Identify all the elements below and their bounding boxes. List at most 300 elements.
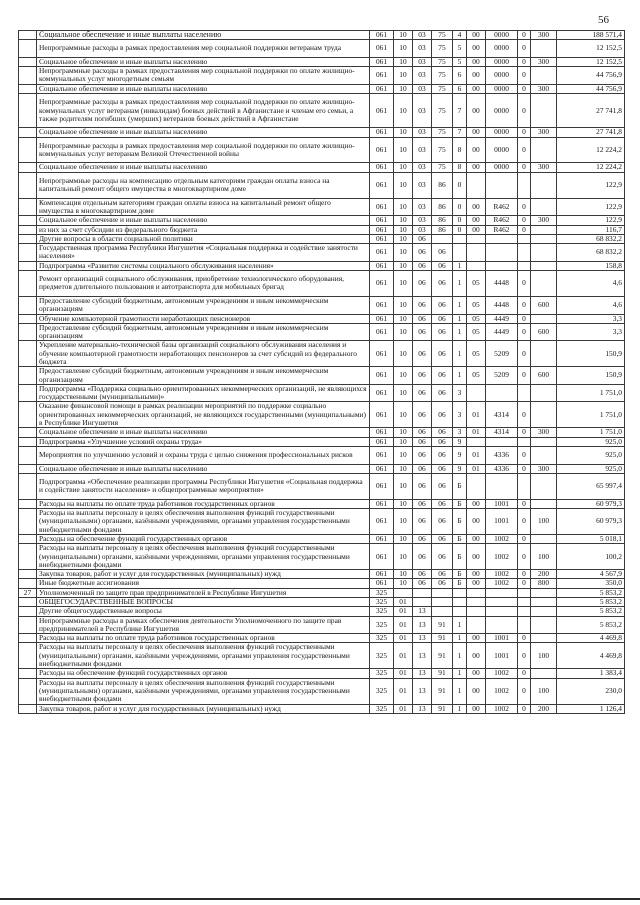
footer-rule: [0, 898, 640, 900]
code-measure: 00: [467, 137, 486, 163]
code-measure: 01: [467, 464, 486, 473]
code-extra: 0: [518, 57, 531, 66]
row-name: Закупка товаров, работ и услуг для государственных (муниципальных) нужд: [37, 704, 370, 713]
row-name: Расходы на выплаты по оплате труда работников государственных органов: [37, 634, 370, 643]
code-subsection: 06: [413, 234, 432, 243]
row-sum: 5 853,2: [557, 616, 625, 634]
code-program: [432, 234, 453, 243]
row-name: Непрограммные расходы в рамках предоставления мер социальной поддержки по оплате жилищно-коммунальных услуг ветеранам (инвалидам) боевых действий в Афганистане и членам его семьи, а также родителям погибших (умерших) ветеранов боевых действий в Афганистане: [37, 94, 370, 128]
row-sum: 60 979,3: [557, 499, 625, 508]
table-row: [19, 643, 625, 669]
row-number: [19, 323, 37, 341]
code-section: 10: [394, 464, 413, 473]
code-measure: 00: [467, 94, 486, 128]
code-ministry: 325: [370, 607, 394, 616]
row-sum: 27 741,8: [557, 128, 625, 137]
row-name: Предоставление субсидий бюджетным, автономным учреждениям и иным некоммерческим организациям: [37, 323, 370, 341]
code-measure: 00: [467, 634, 486, 643]
code-section: 10: [394, 428, 413, 437]
code-expense-type: [531, 314, 557, 323]
code-extra: 0: [518, 669, 531, 678]
code-direction: 0000: [486, 57, 518, 66]
row-number: [19, 499, 37, 508]
row-number: [19, 84, 37, 93]
code-program: 91: [432, 634, 453, 643]
row-sum: 925,0: [557, 446, 625, 464]
code-extra: 0: [518, 163, 531, 172]
code-expense-type: [531, 598, 557, 607]
table-row: [19, 367, 625, 385]
code-expense-type: 100: [531, 509, 557, 535]
code-subprogram: [453, 244, 467, 262]
code-measure: [467, 172, 486, 198]
row-number: [19, 94, 37, 128]
row-name: Расходы на выплаты персоналу в целях обеспечения выполнения функций государственными (муниципальными) органами, казёнными учреждениями, органами управления государственными внебюджетными фондами: [37, 643, 370, 669]
code-expense-type: 300: [531, 464, 557, 473]
code-subsection: 06: [413, 314, 432, 323]
table-row: [19, 428, 625, 437]
code-ministry: 061: [370, 216, 394, 225]
code-subsection: 06: [413, 464, 432, 473]
row-name: Расходы на выплаты по оплате труда работников государственных органов: [37, 499, 370, 508]
code-extra: 0: [518, 446, 531, 464]
code-subprogram: 0: [453, 172, 467, 198]
code-extra: 0: [518, 579, 531, 588]
table-row: [19, 607, 625, 616]
code-measure: 00: [467, 67, 486, 85]
code-ministry: 061: [370, 428, 394, 437]
code-section: 10: [394, 341, 413, 367]
row-number: [19, 57, 37, 66]
code-program: 06: [432, 367, 453, 385]
table-row: [19, 31, 625, 40]
code-ministry: 061: [370, 271, 394, 297]
row-name: Непрограммные расходы в рамках обеспечения деятельности Уполномоченного по защите прав предпринимателей в Республике Ингушетия: [37, 616, 370, 634]
code-extra: [518, 598, 531, 607]
row-name: Непрограммные расходы в рамках предоставления мер социальной поддержки по оплате жилищно-коммунальных услуг ветеранам Великой Отечественной войны: [37, 137, 370, 163]
row-sum: 5 853,2: [557, 598, 625, 607]
code-subsection: 03: [413, 137, 432, 163]
code-program: 06: [432, 499, 453, 508]
code-extra: 0: [518, 67, 531, 85]
table-row: [19, 172, 625, 198]
row-sum: 5 853,2: [557, 588, 625, 597]
row-number: [19, 473, 37, 499]
code-subprogram: 1: [453, 643, 467, 669]
row-name: Оказание финансовой помощи в рамках реализации мероприятий по поддержке социально ориентированных некоммерческих организаций, не являющихся государственными (муниципальными) в Республике Ингушетия: [37, 402, 370, 428]
code-subsection: [413, 588, 432, 597]
code-extra: 0: [518, 464, 531, 473]
row-number: [19, 216, 37, 225]
code-direction: 5209: [486, 367, 518, 385]
code-program: 06: [432, 509, 453, 535]
code-subsection: 03: [413, 67, 432, 85]
code-subprogram: 0: [453, 225, 467, 234]
code-extra: 0: [518, 341, 531, 367]
code-subsection: 03: [413, 225, 432, 234]
code-measure: 00: [467, 643, 486, 669]
code-expense-type: 300: [531, 163, 557, 172]
code-extra: 0: [518, 296, 531, 314]
code-subsection: 03: [413, 31, 432, 40]
code-expense-type: 200: [531, 570, 557, 579]
code-expense-type: [531, 588, 557, 597]
code-extra: 0: [518, 198, 531, 216]
row-name: Социальное обеспечение и иные выплаты населению: [37, 128, 370, 137]
code-extra: 0: [518, 570, 531, 579]
code-ministry: 061: [370, 67, 394, 85]
code-subsection: 06: [413, 473, 432, 499]
code-direction: [486, 473, 518, 499]
code-expense-type: [531, 607, 557, 616]
table-row: [19, 704, 625, 713]
row-number: [19, 271, 37, 297]
row-sum: 1 383,4: [557, 669, 625, 678]
code-direction: [486, 234, 518, 243]
code-program: 75: [432, 128, 453, 137]
code-measure: 00: [467, 704, 486, 713]
table-row: [19, 323, 625, 341]
row-number: [19, 544, 37, 570]
code-subprogram: 8: [453, 137, 467, 163]
code-ministry: 061: [370, 579, 394, 588]
row-sum: 122,9: [557, 198, 625, 216]
code-section: 10: [394, 234, 413, 243]
code-ministry: 325: [370, 616, 394, 634]
code-measure: 00: [467, 544, 486, 570]
code-expense-type: [531, 172, 557, 198]
row-number: [19, 31, 37, 40]
code-subprogram: [453, 598, 467, 607]
code-section: 01: [394, 634, 413, 643]
row-sum: 122,9: [557, 216, 625, 225]
row-name: Социальное обеспечение и иные выплаты населению: [37, 163, 370, 172]
code-subsection: 06: [413, 534, 432, 543]
code-extra: [518, 234, 531, 243]
table-row: [19, 225, 625, 234]
code-extra: 0: [518, 314, 531, 323]
code-measure: 00: [467, 579, 486, 588]
code-expense-type: 300: [531, 428, 557, 437]
table-row: [19, 570, 625, 579]
code-ministry: 061: [370, 84, 394, 93]
row-number: [19, 225, 37, 234]
row-number: [19, 163, 37, 172]
row-number: [19, 579, 37, 588]
code-measure: 05: [467, 314, 486, 323]
table-row: [19, 128, 625, 137]
row-sum: 12 224,2: [557, 163, 625, 172]
code-expense-type: [531, 669, 557, 678]
table-row: [19, 67, 625, 85]
code-section: 10: [394, 261, 413, 270]
code-measure: [467, 598, 486, 607]
row-number: [19, 261, 37, 270]
code-ministry: 061: [370, 137, 394, 163]
code-section: 01: [394, 643, 413, 669]
code-ministry: 061: [370, 234, 394, 243]
code-expense-type: [531, 271, 557, 297]
code-expense-type: 600: [531, 323, 557, 341]
row-name: Расходы на обеспечение функций государственных органов: [37, 669, 370, 678]
row-sum: 350,0: [557, 579, 625, 588]
code-subprogram: 3: [453, 402, 467, 428]
code-extra: 0: [518, 323, 531, 341]
table-row: [19, 271, 625, 297]
code-ministry: 061: [370, 544, 394, 570]
code-section: 10: [394, 163, 413, 172]
code-measure: 05: [467, 341, 486, 367]
code-measure: [467, 261, 486, 270]
row-number: [19, 643, 37, 669]
code-measure: 00: [467, 84, 486, 93]
code-program: [432, 588, 453, 597]
table-row: [19, 384, 625, 402]
row-number: [19, 570, 37, 579]
row-name: Закупка товаров, работ и услуг для государственных (муниципальных) нужд: [37, 570, 370, 579]
row-number: [19, 428, 37, 437]
code-direction: 5209: [486, 341, 518, 367]
code-subsection: 03: [413, 84, 432, 93]
row-sum: 60 979,3: [557, 509, 625, 535]
code-ministry: 061: [370, 296, 394, 314]
code-section: 10: [394, 67, 413, 85]
code-extra: 0: [518, 509, 531, 535]
row-number: [19, 314, 37, 323]
code-program: 06: [432, 271, 453, 297]
row-number: [19, 234, 37, 243]
row-number: [19, 367, 37, 385]
code-expense-type: 300: [531, 84, 557, 93]
code-measure: 00: [467, 31, 486, 40]
code-extra: [518, 607, 531, 616]
code-program: 91: [432, 616, 453, 634]
code-ministry: 061: [370, 499, 394, 508]
code-subsection: 13: [413, 669, 432, 678]
code-program: 86: [432, 225, 453, 234]
code-program: 86: [432, 198, 453, 216]
code-direction: 1001: [486, 634, 518, 643]
code-subsection: 06: [413, 244, 432, 262]
code-subprogram: 1: [453, 704, 467, 713]
code-ministry: 061: [370, 473, 394, 499]
table-row: [19, 499, 625, 508]
table-row: [19, 634, 625, 643]
code-direction: 4448: [486, 271, 518, 297]
table-row: [19, 598, 625, 607]
code-direction: 4314: [486, 428, 518, 437]
table-row: [19, 616, 625, 634]
code-extra: 0: [518, 704, 531, 713]
code-direction: [486, 607, 518, 616]
code-expense-type: [531, 473, 557, 499]
code-ministry: 061: [370, 261, 394, 270]
row-name: Уполномоченный по защите прав предпринимателей в Республике Ингушетия: [37, 588, 370, 597]
code-ministry: 061: [370, 225, 394, 234]
code-section: 10: [394, 544, 413, 570]
code-program: 75: [432, 137, 453, 163]
row-sum: 116,7: [557, 225, 625, 234]
code-subsection: 06: [413, 570, 432, 579]
table-row: [19, 544, 625, 570]
code-expense-type: [531, 446, 557, 464]
row-sum: 230,0: [557, 678, 625, 704]
row-number: [19, 534, 37, 543]
code-expense-type: 600: [531, 296, 557, 314]
code-measure: 00: [467, 198, 486, 216]
code-expense-type: 100: [531, 678, 557, 704]
row-sum: 150,9: [557, 341, 625, 367]
code-direction: R462: [486, 216, 518, 225]
code-program: 06: [432, 314, 453, 323]
code-expense-type: [531, 94, 557, 128]
code-ministry: 061: [370, 384, 394, 402]
row-name: Социальное обеспечение и иные выплаты населению: [37, 31, 370, 40]
row-name: Непрограммные расходы на компенсацию отдельным категориям граждан оплаты взноса на капитальный ремонт общего имущества в многоквартирном доме: [37, 172, 370, 198]
code-subsection: 13: [413, 678, 432, 704]
code-program: 06: [432, 402, 453, 428]
code-subprogram: 9: [453, 437, 467, 446]
row-name: из них за счет субсидии из федерального бюджета: [37, 225, 370, 234]
code-ministry: 061: [370, 172, 394, 198]
code-program: [432, 598, 453, 607]
row-name: Подпрограмма «Поддержка социально ориентированных некоммерческих организаций, не являющихся государственными (муниципальными)»: [37, 384, 370, 402]
code-section: 10: [394, 271, 413, 297]
row-number: [19, 446, 37, 464]
budget-table-body: [19, 31, 625, 714]
code-section: 10: [394, 244, 413, 262]
code-program: 91: [432, 678, 453, 704]
code-section: 10: [394, 367, 413, 385]
code-expense-type: [531, 616, 557, 634]
code-ministry: 325: [370, 588, 394, 597]
row-name: Предоставление субсидий бюджетным, автономным учреждениям и иным некоммерческим организациям: [37, 367, 370, 385]
table-row: [19, 588, 625, 597]
code-subprogram: [453, 234, 467, 243]
code-subsection: 06: [413, 261, 432, 270]
code-subsection: 06: [413, 428, 432, 437]
code-program: 06: [432, 244, 453, 262]
code-direction: 1002: [486, 544, 518, 570]
row-number: [19, 40, 37, 58]
row-name: Государственная программа Республики Ингушетия «Социальная поддержка и содействие занятости населения»: [37, 244, 370, 262]
code-ministry: 325: [370, 634, 394, 643]
row-name: Другие общегосударственные вопросы: [37, 607, 370, 616]
code-expense-type: [531, 402, 557, 428]
code-extra: 0: [518, 634, 531, 643]
row-sum: 3,3: [557, 323, 625, 341]
row-name: Другие вопросы в области социальной политики: [37, 234, 370, 243]
code-section: 10: [394, 437, 413, 446]
code-section: 01: [394, 607, 413, 616]
row-sum: 65 997,4: [557, 473, 625, 499]
row-name: Компенсация отдельным категориям граждан оплаты взноса на капитальный ремонт общего имущества в многоквартирном доме: [37, 198, 370, 216]
code-extra: 0: [518, 137, 531, 163]
code-measure: 00: [467, 499, 486, 508]
table-row: [19, 534, 625, 543]
code-section: 10: [394, 31, 413, 40]
code-ministry: 061: [370, 341, 394, 367]
code-direction: [486, 172, 518, 198]
code-measure: [467, 588, 486, 597]
code-section: [394, 588, 413, 597]
row-name: Мероприятия по улучшению условий и охраны труда с целью снижения профессиональных рисков: [37, 446, 370, 464]
code-ministry: 325: [370, 704, 394, 713]
code-measure: 00: [467, 509, 486, 535]
code-program: 75: [432, 94, 453, 128]
code-section: 01: [394, 616, 413, 634]
code-program: 06: [432, 579, 453, 588]
table-row: [19, 198, 625, 216]
code-ministry: 061: [370, 534, 394, 543]
code-subprogram: 1: [453, 669, 467, 678]
code-subprogram: 1: [453, 314, 467, 323]
table-row: [19, 216, 625, 225]
row-name: Социальное обеспечение и иные выплаты населению: [37, 57, 370, 66]
table-row: [19, 244, 625, 262]
table-row: [19, 437, 625, 446]
code-measure: [467, 384, 486, 402]
code-subprogram: 8: [453, 163, 467, 172]
code-ministry: 325: [370, 669, 394, 678]
code-section: 01: [394, 669, 413, 678]
code-subprogram: 1: [453, 367, 467, 385]
code-program: 06: [432, 534, 453, 543]
code-subsection: 06: [413, 579, 432, 588]
code-measure: 00: [467, 225, 486, 234]
code-subsection: 03: [413, 94, 432, 128]
row-sum: 12 152,5: [557, 40, 625, 58]
code-direction: [486, 261, 518, 270]
row-sum: 1 126,4: [557, 704, 625, 713]
code-subsection: 06: [413, 437, 432, 446]
row-number: [19, 678, 37, 704]
row-sum: 68 832,2: [557, 234, 625, 243]
code-expense-type: 800: [531, 579, 557, 588]
code-measure: 05: [467, 323, 486, 341]
code-direction: 1002: [486, 534, 518, 543]
code-section: 10: [394, 499, 413, 508]
code-measure: 01: [467, 402, 486, 428]
row-sum: 3,3: [557, 314, 625, 323]
row-sum: 44 756,9: [557, 84, 625, 93]
row-number: [19, 598, 37, 607]
table-row: [19, 296, 625, 314]
row-name: Ремонт организаций социального обслуживания, приобретение технологического оборудования, предметов длительного пользования и автотранспорта для мобильных бригад: [37, 271, 370, 297]
code-direction: 0000: [486, 128, 518, 137]
code-subsection: 06: [413, 323, 432, 341]
code-program: 06: [432, 384, 453, 402]
code-subprogram: Б: [453, 534, 467, 543]
table-row: [19, 678, 625, 704]
code-expense-type: 300: [531, 216, 557, 225]
code-expense-type: 300: [531, 57, 557, 66]
code-direction: 0000: [486, 137, 518, 163]
code-measure: 05: [467, 367, 486, 385]
code-program: 86: [432, 172, 453, 198]
row-sum: 44 756,9: [557, 67, 625, 85]
row-name: Подпрограмма «Развитие системы социального обслуживания населения»: [37, 261, 370, 270]
row-sum: 100,2: [557, 544, 625, 570]
code-program: 06: [432, 261, 453, 270]
code-measure: [467, 234, 486, 243]
code-subsection: 06: [413, 384, 432, 402]
code-ministry: 061: [370, 570, 394, 579]
code-program: 06: [432, 323, 453, 341]
row-sum: 925,0: [557, 437, 625, 446]
row-number: 27: [19, 588, 37, 597]
code-subsection: 06: [413, 544, 432, 570]
